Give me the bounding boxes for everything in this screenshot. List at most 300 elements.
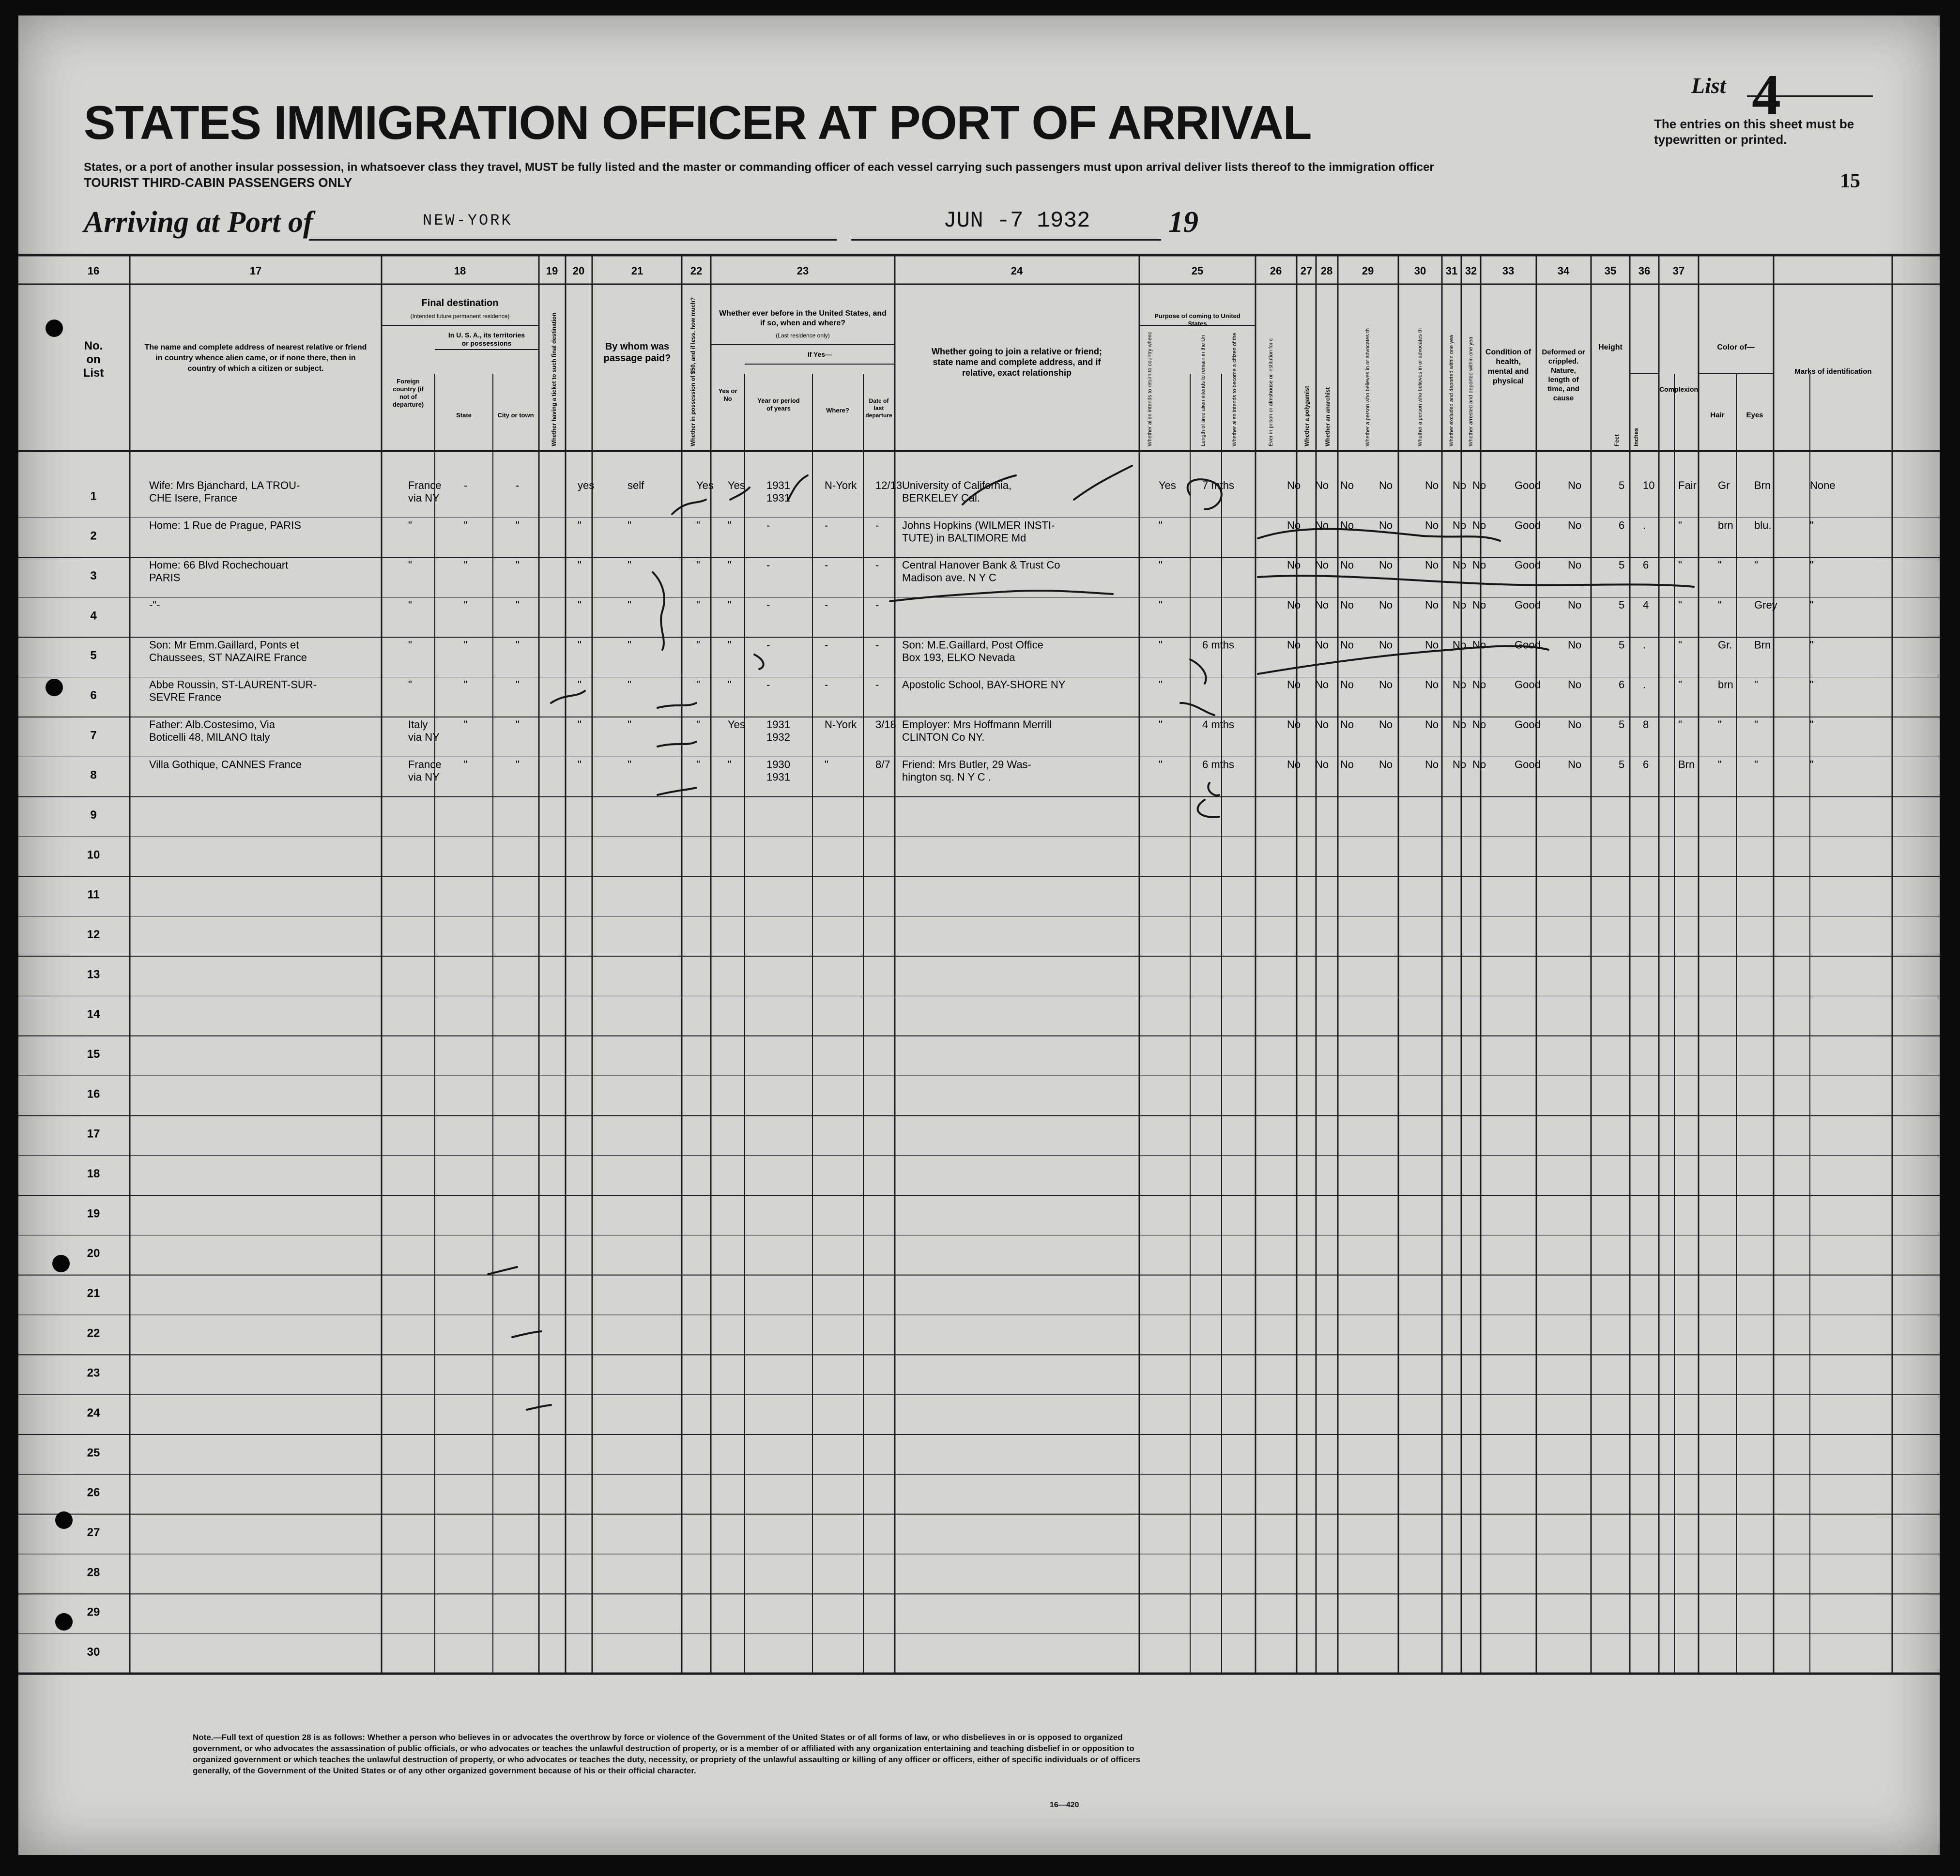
entry-joining: TUTE) in BALTIMORE Md bbox=[902, 532, 1026, 544]
entry-foreign-country: France bbox=[408, 758, 442, 771]
entry-height-inches: . bbox=[1643, 519, 1646, 532]
row-number: 29 bbox=[87, 1605, 100, 1619]
entry-c31: No bbox=[1472, 599, 1486, 611]
entry-c28: No bbox=[1379, 479, 1393, 491]
header-in-usa: In U. S. A., its territories bbox=[448, 331, 525, 339]
year-prefix: 19 bbox=[1168, 206, 1198, 239]
row-number: 19 bbox=[87, 1207, 100, 1220]
header-ever-before: if so, when and where? bbox=[760, 319, 846, 327]
entry-c28: No bbox=[1379, 599, 1393, 611]
entry-departure-date: - bbox=[875, 639, 879, 651]
header-yes-no: No bbox=[723, 395, 732, 402]
entry-state: " bbox=[464, 559, 468, 571]
column-number: 34 bbox=[1557, 265, 1570, 277]
entry-deformed: No bbox=[1568, 479, 1582, 491]
header-deformed: length of bbox=[1548, 376, 1579, 384]
entry-joining: University of California, bbox=[902, 479, 1012, 491]
row-number: 11 bbox=[87, 888, 100, 901]
entry-c25: No bbox=[1287, 678, 1301, 691]
header-anarchist: Whether an anarchist bbox=[1324, 387, 1331, 446]
handwritten-annotation bbox=[658, 788, 696, 795]
entry-joining: hington sq. N Y C . bbox=[902, 771, 991, 783]
entry-ever-before: " bbox=[728, 678, 732, 691]
entry-ticket: " bbox=[578, 559, 582, 571]
entry-complexion: " bbox=[1678, 599, 1682, 611]
entry-hair: " bbox=[1718, 718, 1722, 731]
entry-relative: SEVRE France bbox=[149, 691, 222, 703]
column-number: 31 bbox=[1445, 265, 1458, 277]
handwritten-annotation bbox=[1180, 703, 1214, 715]
header-deformed: Deformed or bbox=[1542, 348, 1585, 356]
class-note: TOURIST THIRD-CABIN PASSENGERS ONLY bbox=[84, 175, 352, 190]
entry-state: " bbox=[464, 718, 468, 731]
header-year-period: Year or period bbox=[757, 397, 800, 404]
row-number: 23 bbox=[87, 1366, 100, 1380]
entry-return: " bbox=[1159, 639, 1163, 651]
entry-money: " bbox=[696, 718, 700, 731]
header-law: Whether a person who believes in or advocates th bbox=[1417, 328, 1423, 446]
header-purpose-length: Length of time alien intends to remain in the Un bbox=[1200, 335, 1206, 446]
header-deformed: cause bbox=[1553, 394, 1574, 402]
header-purpose-citizen: Whether alien intends to become a citizen of the bbox=[1232, 333, 1238, 446]
entry-money: " bbox=[696, 678, 700, 691]
entry-hair: " bbox=[1718, 559, 1722, 571]
header-final-destination: Final destination bbox=[421, 298, 499, 308]
column-number: 36 bbox=[1638, 265, 1651, 277]
entry-joining: Central Hanover Bank & Trust Co bbox=[902, 559, 1060, 571]
header-year-period: of years bbox=[766, 405, 791, 412]
page-title: STATES IMMIGRATION OFFICER AT PORT OF ARRIVAL bbox=[84, 96, 1312, 149]
entry-c27: No bbox=[1340, 519, 1354, 532]
entry-c29: No bbox=[1425, 718, 1439, 731]
entry-c30: No bbox=[1453, 639, 1467, 651]
handwritten-annotation bbox=[551, 691, 585, 703]
entry-passage-paid: self bbox=[628, 479, 644, 491]
entry-hair: Gr bbox=[1718, 479, 1730, 491]
row-number: 21 bbox=[87, 1286, 100, 1300]
entry-ever-before: " bbox=[728, 758, 732, 771]
entry-ever-before: " bbox=[728, 599, 732, 611]
entry-c30: No bbox=[1453, 718, 1467, 731]
entry-hair: brn bbox=[1718, 519, 1733, 532]
entry-years: - bbox=[766, 559, 770, 571]
entry-length-of-stay: 6 mths bbox=[1202, 639, 1235, 651]
header-relative-abroad: country of which a citizen or subject. bbox=[187, 365, 324, 373]
header-no-on-list: List bbox=[83, 366, 104, 380]
entry-c26: No bbox=[1315, 639, 1329, 651]
entry-state: " bbox=[464, 599, 468, 611]
entry-city: " bbox=[516, 758, 520, 771]
header-in-usa: or possessions bbox=[461, 339, 512, 347]
handwritten-annotation bbox=[1258, 576, 1694, 587]
entry-eyes: " bbox=[1754, 758, 1758, 771]
row-number: 28 bbox=[87, 1566, 100, 1579]
handwritten-annotation bbox=[1074, 466, 1132, 500]
entry-relative: Father: Alb.Costesimo, Via bbox=[149, 718, 276, 731]
header-health: physical bbox=[1492, 377, 1524, 385]
entry-passage-paid: " bbox=[628, 758, 631, 771]
header-where: Where? bbox=[826, 407, 849, 414]
form-number: 16—420 bbox=[1050, 1801, 1079, 1809]
row-number: 27 bbox=[87, 1525, 100, 1539]
entry-foreign-country: via NY bbox=[408, 492, 440, 504]
row-number: 10 bbox=[87, 848, 100, 862]
entry-money: Yes bbox=[696, 479, 714, 491]
page-number: 15 bbox=[1840, 170, 1860, 192]
entry-money: " bbox=[696, 559, 700, 571]
row-number: 15 bbox=[87, 1047, 100, 1061]
entry-height-feet: 5 bbox=[1619, 639, 1625, 651]
entry-c30: No bbox=[1453, 479, 1467, 491]
binder-hole bbox=[55, 1511, 73, 1529]
entry-c31: No bbox=[1472, 519, 1486, 532]
header-foreign-country: country (if bbox=[393, 385, 424, 393]
entry-height-feet: 5 bbox=[1619, 758, 1625, 771]
list-label: List bbox=[1691, 73, 1726, 98]
header-relative-abroad: in country whence alien came, or if none there, then in bbox=[155, 354, 356, 362]
entry-where: - bbox=[825, 678, 828, 691]
entry-c27: No bbox=[1340, 758, 1354, 771]
entry-foreign-country: via NY bbox=[408, 731, 440, 743]
entry-c31: No bbox=[1472, 718, 1486, 731]
entry-city: " bbox=[516, 639, 520, 651]
header-passage-paid: By whom was bbox=[605, 341, 670, 352]
entry-city: " bbox=[516, 678, 520, 691]
entry-c26: No bbox=[1315, 559, 1329, 571]
header-ticket: Whether having a ticket to such final destination bbox=[551, 312, 557, 446]
header-city: City or town bbox=[497, 412, 534, 419]
handwritten-annotation bbox=[658, 742, 696, 747]
entry-ticket: " bbox=[578, 758, 582, 771]
entry-length-of-stay: 6 mths bbox=[1202, 758, 1235, 771]
header-final-destination-sub: (Intended future permanent residence) bbox=[410, 313, 510, 320]
column-number: 18 bbox=[454, 265, 466, 277]
entry-marks: " bbox=[1810, 718, 1814, 731]
entry-hair: " bbox=[1718, 599, 1722, 611]
entry-c31: No bbox=[1472, 559, 1486, 571]
entry-marks: " bbox=[1810, 758, 1814, 771]
entry-eyes: blu. bbox=[1754, 519, 1772, 532]
column-number: 19 bbox=[546, 265, 558, 277]
header-deformed: Nature, bbox=[1551, 366, 1576, 375]
entry-where: - bbox=[825, 639, 828, 651]
entry-departure-date: 8/7 bbox=[875, 758, 890, 771]
entry-height-feet: 5 bbox=[1619, 718, 1625, 731]
entry-return: " bbox=[1159, 758, 1163, 771]
arriving-label: Arriving at Port of bbox=[84, 206, 313, 239]
entry-passage-paid: " bbox=[628, 678, 631, 691]
header-date-departure: departure bbox=[865, 412, 892, 419]
handwritten-annotation bbox=[1208, 783, 1219, 795]
header-deformed: crippled. bbox=[1548, 357, 1579, 366]
entry-passage-paid: " bbox=[628, 639, 631, 651]
entry-ever-before: " bbox=[728, 559, 732, 571]
entry-foreign-country: via NY bbox=[408, 771, 440, 783]
entry-ticket: " bbox=[578, 718, 582, 731]
manifest-table bbox=[18, 15, 1940, 1855]
entry-health: Good bbox=[1515, 718, 1541, 731]
entry-c29: No bbox=[1425, 559, 1439, 571]
row-number: 6 bbox=[90, 688, 97, 702]
header-state: State bbox=[456, 412, 472, 419]
entry-departure-date: - bbox=[875, 559, 879, 571]
entry-eyes: " bbox=[1754, 559, 1758, 571]
entry-ticket: " bbox=[578, 519, 582, 532]
entry-departure-date: 12/13 bbox=[875, 479, 903, 491]
entry-eyes: " bbox=[1754, 678, 1758, 691]
entry-joining: Friend: Mrs Butler, 29 Was- bbox=[902, 758, 1031, 771]
row-number: 2 bbox=[90, 529, 97, 543]
handwritten-annotation bbox=[672, 500, 706, 514]
entry-relative: Abbe Roussin, ST-LAURENT-SUR- bbox=[149, 678, 317, 691]
entry-c29: No bbox=[1425, 479, 1439, 491]
header-yes-no: Yes or bbox=[718, 387, 737, 395]
entry-complexion: " bbox=[1678, 559, 1682, 571]
entry-marks: " bbox=[1810, 678, 1814, 691]
header-feet: Feet bbox=[1613, 434, 1620, 446]
manifest-sheet bbox=[18, 15, 1940, 1855]
row-number: 30 bbox=[87, 1645, 100, 1659]
row-number: 22 bbox=[87, 1327, 100, 1340]
header-excluded: Whether excluded and deported within one yea bbox=[1449, 335, 1455, 446]
entry-return: " bbox=[1159, 599, 1163, 611]
entry-joining: Box 193, ELKO Nevada bbox=[902, 651, 1015, 664]
entry-relative: Chaussees, ST NAZAIRE France bbox=[149, 651, 307, 664]
entry-departure-date: 3/18 bbox=[875, 718, 896, 731]
handwritten-annotation bbox=[754, 655, 764, 669]
header-purpose: States bbox=[1188, 320, 1207, 327]
header-purpose-return: Whether alien intends to return to country whenc bbox=[1147, 332, 1153, 446]
entry-deformed: No bbox=[1568, 718, 1582, 731]
handwritten-annotation bbox=[658, 703, 696, 708]
column-number: 30 bbox=[1414, 265, 1426, 277]
binder-hole bbox=[52, 1255, 70, 1272]
header-purpose: Purpose of coming to United bbox=[1154, 312, 1240, 320]
entry-joining: Employer: Mrs Hoffmann Merrill bbox=[902, 718, 1052, 731]
entry-deformed: No bbox=[1568, 678, 1582, 691]
entry-c29: No bbox=[1425, 758, 1439, 771]
entry-deformed: No bbox=[1568, 559, 1582, 571]
entry-c30: No bbox=[1453, 519, 1467, 532]
header-prison: Ever in prison or almshouse or institution for c bbox=[1268, 338, 1274, 446]
entry-money: " bbox=[696, 758, 700, 771]
handwritten-annotation bbox=[890, 591, 1113, 601]
entry-where: N-York bbox=[825, 718, 857, 731]
handwritten-annotation bbox=[1258, 646, 1548, 674]
header-money: Whether in possession of $50, and if less, how much? bbox=[689, 297, 696, 446]
entry-return: " bbox=[1159, 559, 1163, 571]
row-number: 16 bbox=[87, 1087, 100, 1101]
row-number: 4 bbox=[90, 609, 97, 623]
row-number: 5 bbox=[90, 649, 97, 662]
port-value: NEW-YORK bbox=[423, 212, 513, 229]
entry-c26: No bbox=[1315, 519, 1329, 532]
entry-c27: No bbox=[1340, 559, 1354, 571]
entry-c31: No bbox=[1472, 678, 1486, 691]
entry-complexion: Fair bbox=[1678, 479, 1697, 491]
entry-c28: No bbox=[1379, 519, 1393, 532]
entry-years: - bbox=[766, 519, 770, 532]
entry-height-feet: 5 bbox=[1619, 559, 1625, 571]
entry-c29: No bbox=[1425, 599, 1439, 611]
entry-relative: PARIS bbox=[149, 571, 181, 584]
entry-ticket: yes bbox=[578, 479, 595, 491]
entry-years: 1931 bbox=[766, 771, 790, 783]
entry-return: " bbox=[1159, 678, 1163, 691]
entry-health: Good bbox=[1515, 678, 1541, 691]
row-number: 25 bbox=[87, 1446, 100, 1460]
entry-c30: No bbox=[1453, 758, 1467, 771]
column-number: 23 bbox=[796, 265, 809, 277]
column-number: 25 bbox=[1191, 265, 1204, 277]
header-ever-before-sub: (Last residence only) bbox=[776, 332, 830, 339]
entry-marks: " bbox=[1810, 599, 1814, 611]
header-no-on-list: on bbox=[86, 353, 101, 366]
header-date-departure: last bbox=[873, 405, 884, 412]
header-date-departure: Date of bbox=[869, 397, 889, 404]
entry-city: " bbox=[516, 599, 520, 611]
header-joining: Whether going to join a relative or friend; bbox=[931, 347, 1102, 356]
row-number: 18 bbox=[87, 1167, 100, 1180]
entry-deformed: No bbox=[1568, 758, 1582, 771]
entry-c31: No bbox=[1472, 479, 1486, 491]
entry-joining: Madison ave. N Y C bbox=[902, 571, 996, 584]
handwritten-annotation bbox=[1190, 659, 1206, 684]
entry-years: - bbox=[766, 599, 770, 611]
entry-relative: Villa Gothique, CANNES France bbox=[149, 758, 302, 771]
entry-c29: No bbox=[1425, 519, 1439, 532]
column-number: 16 bbox=[87, 265, 100, 277]
entry-foreign-country: " bbox=[408, 599, 412, 611]
entry-c30: No bbox=[1453, 599, 1467, 611]
entry-height-inches: 6 bbox=[1643, 758, 1649, 771]
header-inches: Inches bbox=[1633, 427, 1639, 446]
row-number: 17 bbox=[87, 1127, 100, 1141]
entry-relative: Boticelli 48, MILANO Italy bbox=[149, 731, 270, 743]
entry-complexion: " bbox=[1678, 678, 1682, 691]
entry-city: " bbox=[516, 559, 520, 571]
entry-c27: No bbox=[1340, 479, 1354, 491]
row-number: 14 bbox=[87, 1007, 100, 1021]
entry-years: 1932 bbox=[766, 731, 790, 743]
row-number: 3 bbox=[90, 569, 97, 582]
entry-c25: No bbox=[1287, 479, 1301, 491]
column-number: 37 bbox=[1672, 265, 1685, 277]
entry-complexion: " bbox=[1678, 519, 1682, 532]
entry-height-inches: 4 bbox=[1643, 599, 1649, 611]
footnote: Note.—Full text of question 28 is as follows: Whether a person who believes in or advocates the overthrow by force or violence of the Government of the United States or of all forms of law, or who disbelieves in or is opposed to organized government, or who advocates the assassination of public officials, or who advocates or teaches the unlawful destruction of property, or is a member of or affiliated with any organization entertaining and teaching disbelief in or opposition to organized government or which teaches the unlawful destruction of property, or who advocates or teaches the duty, necessity, or propriety of the unlawful assaulting or killing of any officer or officers, either of specific individuals or of officers generally, of the Government of the United States or of any other organized government because of his or their official character. bbox=[193, 1733, 1141, 1775]
row-number: 13 bbox=[87, 968, 100, 981]
entry-years: 1930 bbox=[766, 758, 790, 771]
entry-health: Good bbox=[1515, 479, 1541, 491]
entry-eyes: Brn bbox=[1754, 479, 1771, 491]
entry-years: 1931 bbox=[766, 492, 790, 504]
entry-c28: No bbox=[1379, 678, 1393, 691]
entry-ever-before: " bbox=[728, 639, 732, 651]
entry-c26: No bbox=[1315, 758, 1329, 771]
entry-passage-paid: " bbox=[628, 718, 631, 731]
entry-c26: No bbox=[1315, 479, 1329, 491]
entry-marks: None bbox=[1810, 479, 1836, 491]
entry-health: Good bbox=[1515, 519, 1541, 532]
entry-health: Good bbox=[1515, 559, 1541, 571]
entry-c25: No bbox=[1287, 559, 1301, 571]
row-number: 1 bbox=[90, 489, 97, 503]
entry-complexion: " bbox=[1678, 718, 1682, 731]
column-number: 33 bbox=[1502, 265, 1515, 277]
entry-return: " bbox=[1159, 519, 1163, 532]
header-health: health, bbox=[1496, 358, 1521, 366]
column-number: 17 bbox=[249, 265, 262, 277]
entry-return: Yes bbox=[1159, 479, 1176, 491]
entry-marks: " bbox=[1810, 639, 1814, 651]
entry-state: " bbox=[464, 678, 468, 691]
binder-hole bbox=[46, 679, 63, 696]
entry-passage-paid: " bbox=[628, 559, 631, 571]
entry-years: - bbox=[766, 678, 770, 691]
entry-joining: BERKELEY Cal. bbox=[902, 492, 980, 504]
entry-c28: No bbox=[1379, 718, 1393, 731]
entry-where: - bbox=[825, 599, 828, 611]
entry-foreign-country: Italy bbox=[408, 718, 428, 731]
column-number: 20 bbox=[572, 265, 585, 277]
column-number: 35 bbox=[1604, 265, 1617, 277]
entry-city: " bbox=[516, 718, 520, 731]
header-passage-paid: passage paid? bbox=[603, 353, 671, 364]
entry-deformed: No bbox=[1568, 639, 1582, 651]
entry-ever-before: Yes bbox=[728, 479, 745, 491]
arrival-date: JUN -7 1932 bbox=[943, 208, 1090, 233]
header-no-on-list: No. bbox=[84, 339, 103, 352]
entry-c25: No bbox=[1287, 758, 1301, 771]
entry-relative: Home: 1 Rue de Prague, PARIS bbox=[149, 519, 301, 532]
entry-c28: No bbox=[1379, 758, 1393, 771]
entry-city: " bbox=[516, 519, 520, 532]
header-if-yes: If Yes— bbox=[807, 351, 832, 358]
entry-joining: Son: M.E.Gaillard, Post Office bbox=[902, 639, 1043, 651]
entry-hair: brn bbox=[1718, 678, 1733, 691]
entry-joining: Apostolic School, BAY-SHORE NY bbox=[902, 678, 1066, 691]
header-color-of: Color of— bbox=[1717, 343, 1755, 351]
entry-state: - bbox=[464, 479, 468, 491]
entry-c27: No bbox=[1340, 639, 1354, 651]
entry-where: N-York bbox=[825, 479, 857, 491]
entry-height-inches: . bbox=[1643, 678, 1646, 691]
entry-health: Good bbox=[1515, 599, 1541, 611]
entry-length-of-stay: 7 mths bbox=[1202, 479, 1235, 491]
entry-height-feet: 5 bbox=[1619, 599, 1625, 611]
entry-relative: -"- bbox=[149, 599, 160, 611]
entry-height-feet: 6 bbox=[1619, 678, 1625, 691]
entry-deformed: No bbox=[1568, 599, 1582, 611]
row-number: 9 bbox=[90, 808, 97, 822]
binder-hole bbox=[55, 1613, 73, 1631]
entry-c27: No bbox=[1340, 718, 1354, 731]
entry-c26: No bbox=[1315, 678, 1329, 691]
header-deported: Whether arrested and deported within one yea bbox=[1468, 336, 1474, 446]
entry-ticket: " bbox=[578, 599, 582, 611]
header-relative-abroad: The name and complete address of nearest relative or friend bbox=[144, 343, 367, 351]
entry-deformed: No bbox=[1568, 519, 1582, 532]
entry-return: " bbox=[1159, 718, 1163, 731]
instructions-line: States, or a port of another insular possession, in whatsoever class they travel, MUST be fully listed and the master or commanding officer of each vessel carrying such passengers must upon arrival deliver lists thereof to the immigration officer bbox=[84, 161, 1434, 174]
header-complexion: Complexion bbox=[1659, 385, 1699, 393]
entry-c25: No bbox=[1287, 519, 1301, 532]
entry-joining: CLINTON Co NY. bbox=[902, 731, 985, 743]
header-hair: Hair bbox=[1710, 411, 1725, 419]
entry-c27: No bbox=[1340, 678, 1354, 691]
entry-where: " bbox=[825, 758, 828, 771]
